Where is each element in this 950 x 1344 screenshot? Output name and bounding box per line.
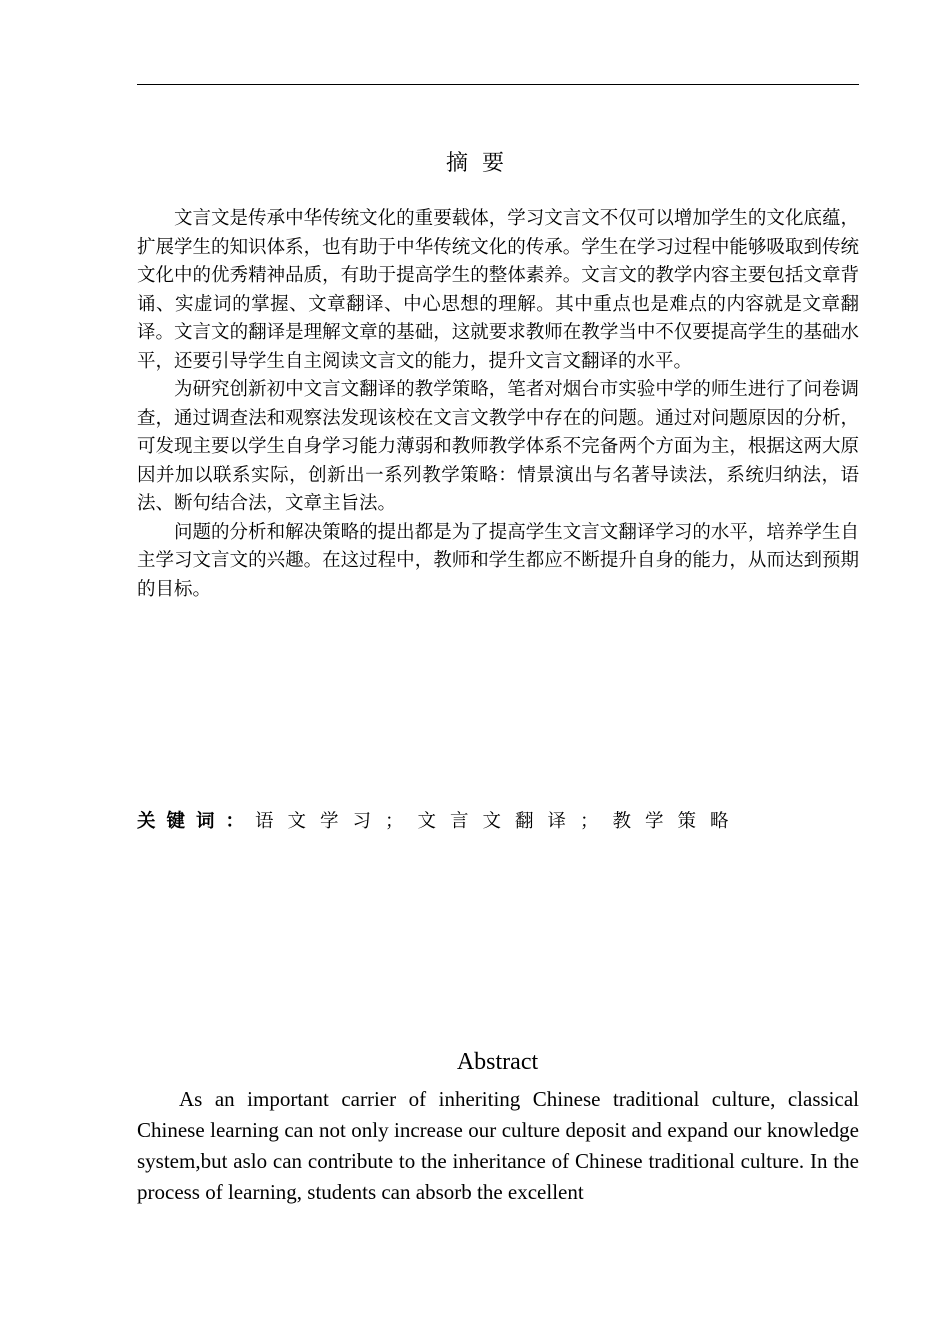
abstract-body-en (137, 1084, 859, 1208)
abstract-paragraph-cn-3: 问题的分析和解决策略的提出都是为了提高学生文言文翻译学习的水平，培养学生自主学习文言文的兴趣。在这过程中，教师和学生都应不断提升自身的能力，从而达到预期的目标。 (137, 521, 859, 600)
abstract-body-cn (137, 205, 859, 604)
abstract-paragraph-cn-2: 为研究创新初中文言文翻译的教学策略，笔者对烟台市实验中学的师生进行了问卷调查，通过调查法和观察法发现该校在文言文教学中存在的问题。通过对问题原因的分析，可发现主要以学生自身学习能力薄弱和教师教学体系不完备两个方面为主，根据这两大原因并加以联系实际，创新出一系列教学策略：情景演出与名著导读法，系统归纳法，语法、断句结合法，文章主旨法。 (137, 379, 859, 514)
abstract-title-en: Abstract (456, 1049, 539, 1075)
abstract-title-cn: 摘要 (445, 151, 518, 176)
abstract-paragraph-en-1: As an important carrier of inheriting Chinese traditional culture, classical Chinese learning can not only increase our culture deposit and expand our knowledge system,but aslo can contribute to the inheritance of Chinese traditional culture. In the process of learning, students can absorb the excellent (137, 1087, 859, 1204)
keywords-label: 关键词： (137, 811, 256, 832)
abstract-paragraph-cn-1: 文言文是传承中华传统文化的重要载体，学习文言文不仅可以增加学生的文化底蕴，扩展学生的知识体系，也有助于中华传统文化的传承。学生在学习过程中能够吸取到传统文化中的优秀精神品质，有助于提高学生的整体素养。文言文的教学内容主要包括文章背诵、实虚词的掌握、文章翻译、中心思想的理解。其中重点也是难点的内容就是文章翻译。文言文的翻译是理解文章的基础，这就要求教师在教学当中不仅要提高学生的基础水平，还要引导学生自主阅读文言文的能力，提升文言文翻译的水平。 (137, 208, 859, 372)
keywords-line (137, 808, 859, 836)
header-rule (137, 84, 859, 85)
keywords-text: 语文学习；文言文翻译；教学策略 (255, 811, 743, 832)
